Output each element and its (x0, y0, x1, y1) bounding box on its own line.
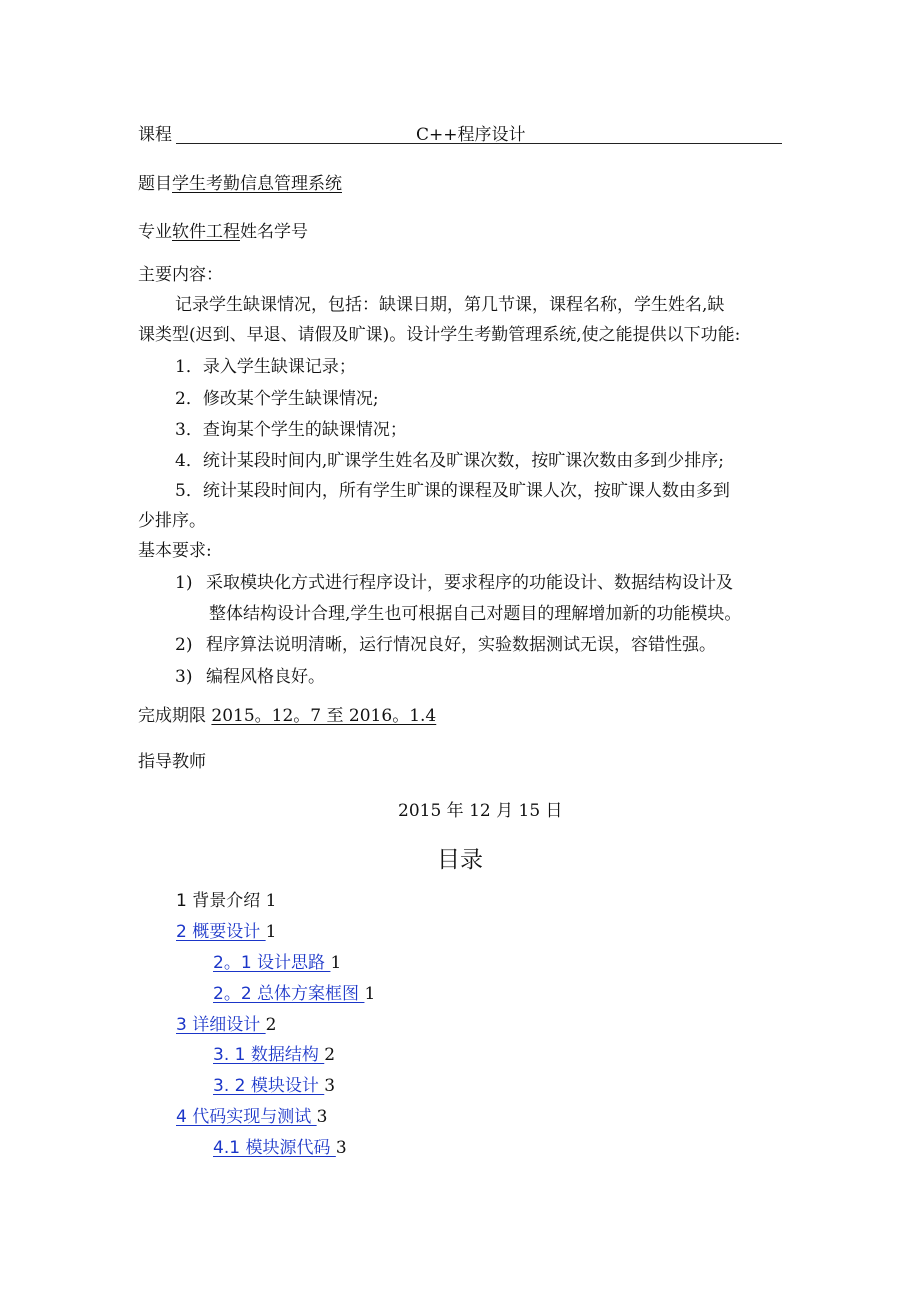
sign-date: 2015 年 12 月 15 日 (398, 801, 563, 821)
content-item-2: 2．修改某个学生缺课情况; (175, 389, 379, 409)
toc-entry-page: 3 (335, 1138, 347, 1158)
topic-value: 学生考勤信息管理系统 (172, 174, 342, 194)
deadline-line (138, 705, 436, 727)
toc-entry-page: 1 (265, 922, 277, 942)
requirement-2-num: 2) (175, 635, 193, 655)
toc-entry-data-structure[interactable] (213, 1044, 335, 1066)
requirement-1-num: 1) (175, 573, 193, 593)
content-item-3: 3．查询某个学生的缺课情况； (175, 420, 407, 440)
toc-entry-page: 1 (364, 984, 376, 1004)
advisor-label: 指导教师 (138, 752, 206, 772)
toc-link-data-structure[interactable]: 3. 1 数据结构 (213, 1045, 325, 1065)
topic-line (138, 173, 342, 195)
deadline-label: 完成期限 (138, 706, 206, 726)
toc-entry-label: 1 背景介绍 (176, 891, 266, 911)
toc-entry-page: 3 (324, 1076, 336, 1096)
requirement-1-line2: 整体结构设计合理,学生也可根据自己对题目的理解增加新的功能模块。 (209, 604, 742, 624)
requirement-3-text: 编程风格良好。 (206, 667, 325, 687)
content-item-1: 1．录入学生缺课记录； (175, 357, 356, 377)
toc-entry-implementation[interactable] (176, 1106, 327, 1128)
content-item-5-cont: 少排序。 (138, 511, 206, 531)
major-line (138, 221, 308, 243)
toc-entry-page: 3 (316, 1107, 328, 1127)
toc-entry-overview[interactable] (176, 921, 276, 943)
toc-entry-background (176, 890, 276, 912)
toc-entry-page: 2 (265, 1015, 277, 1035)
content-para-line2: 课类型(迟到、早退、请假及旷课)。设计学生考勤管理系统,使之能提供以下功能: (138, 325, 741, 345)
requirement-3-num: 3) (175, 667, 193, 687)
major-label: 专业 (138, 222, 172, 242)
content-item-5: 5．统计某段时间内，所有学生旷课的课程及旷课人次，按旷课人数由多到 (175, 481, 730, 501)
course-value: C++程序设计 (416, 125, 526, 145)
toc-title: 目录 (437, 847, 483, 873)
toc-link-detailed-design[interactable]: 3 详细设计 (176, 1015, 266, 1035)
requirements-heading: 基本要求: (138, 541, 212, 561)
toc-link-block-diagram[interactable]: 2。2 总体方案框图 (213, 984, 365, 1004)
content-heading: 主要内容： (138, 265, 223, 285)
toc-entry-design-idea[interactable] (213, 952, 341, 974)
content-item-4: 4．统计某段时间内,旷课学生姓名及旷课次数，按旷课次数由多到少排序; (175, 451, 724, 471)
toc-entry-source-code[interactable] (213, 1137, 347, 1159)
content-para-line1: 记录学生缺课情况，包括：缺课日期，第几节课，课程名称，学生姓名,缺 (175, 295, 725, 315)
toc-link-implementation[interactable]: 4 代码实现与测试 (176, 1107, 317, 1127)
requirement-2-text: 程序算法说明清晰，运行情况良好，实验数据测试无误，容错性强。 (206, 635, 716, 655)
toc-link-source-code[interactable]: 4.1 模块源代码 (213, 1138, 336, 1158)
deadline-value: 2015。12。7 至 2016。1.4 (211, 706, 437, 726)
requirement-1-line1: 采取模块化方式进行程序设计，要求程序的功能设计、数据结构设计及 (206, 573, 733, 593)
toc-entry-page: 1 (265, 891, 277, 911)
toc-entry-block-diagram[interactable] (213, 983, 375, 1005)
name-id-label: 姓名学号 (240, 222, 308, 242)
course-label: 课程 (138, 125, 172, 145)
major-value: 软件工程 (172, 222, 240, 242)
toc-link-module-design[interactable]: 3. 2 模块设计 (213, 1076, 325, 1096)
toc-entry-page: 1 (330, 953, 342, 973)
toc-entry-page: 2 (324, 1045, 336, 1065)
topic-label: 题目 (138, 174, 172, 194)
toc-entry-detailed-design[interactable] (176, 1014, 276, 1036)
toc-link-overview[interactable]: 2 概要设计 (176, 922, 266, 942)
toc-link-design-idea[interactable]: 2。1 设计思路 (213, 953, 331, 973)
toc-entry-module-design[interactable] (213, 1075, 335, 1097)
